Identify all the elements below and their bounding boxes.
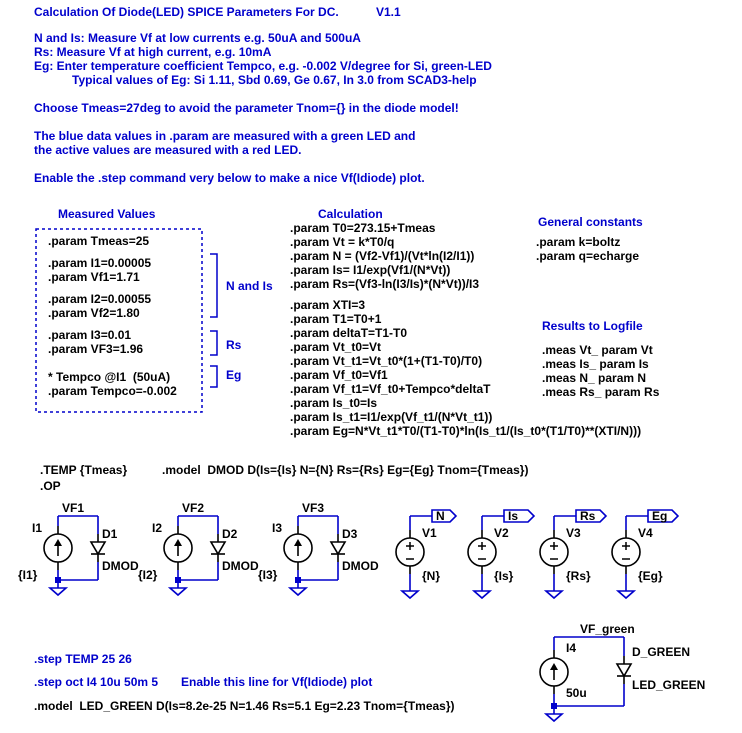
diode-name: D1 [102,527,118,541]
tempco-comment: * Tempco @I1 (50uA) [48,370,171,384]
brace-n-is [210,254,217,317]
meas-line[interactable]: .meas N_ param N [542,371,647,385]
desc-line: N and Is: Measure Vf at low currents e.g. 50uA and 500uA [34,31,361,45]
param-tempco[interactable]: .param Tempco=-0.002 [48,384,177,398]
calc-line[interactable]: .param Is_t1=I1/exp(Vf_t1/(N*Vt_t1)) [290,410,493,424]
vsrc-name: V2 [494,526,509,540]
calc-line[interactable]: .param T0=273.15+Tmeas [290,221,436,235]
temp-directive[interactable]: .TEMP {Tmeas} [40,463,128,477]
diode-model: DMOD [342,559,379,573]
results-heading: Results to Logfile [542,319,643,333]
desc-line: Typical values of Eg: Si 1.11, Sbd 0.69, Ge 0.67, In 3.0 from SCAD3-help [72,73,477,87]
vsrc-value: {Is} [494,569,514,583]
diode-model: DMOD [222,559,259,573]
calc-line[interactable]: .param Vt = k*T0/q [290,235,395,249]
arrow-up-icon [54,539,62,546]
isrc-value: 50u [566,686,587,700]
ground-icon [170,588,186,595]
calc-line[interactable]: .param Rs=(Vf3-ln(I3/Is)*(N*Vt))/I3 [290,277,480,291]
measured-box [36,229,202,412]
meas-line[interactable]: .meas Is_ param Is [542,357,649,371]
net-flag-label: N [436,509,445,523]
meas-line[interactable]: .meas Vt_ param Vt [542,343,653,357]
vsrc-value: {N} [422,569,441,583]
calc-line[interactable]: .param Vt_t1=Vt_t0*(1+(T1-T0)/T0) [290,354,483,368]
ground-icon [50,588,66,595]
param-i1[interactable]: .param I1=0.00005 [48,256,152,270]
calc-line[interactable]: .param N = (Vf2-Vf1)/(Vt*ln(I2/I1)) [290,249,475,263]
junction-dot [55,577,61,583]
vsrc-value: {Eg} [638,569,663,583]
isrc-value: {I1} [18,568,38,582]
diode-name: D2 [222,527,238,541]
brace-label-rs: Rs [226,338,242,352]
net-label: VF1 [62,501,85,515]
junction-dot [551,703,557,709]
led-note: The blue data values in .param are measured with a green LED and [34,129,416,143]
calc-line[interactable]: .param Vt_t0=Vt [290,340,382,354]
ground-icon [402,591,418,598]
voltage-source-cell [612,509,678,598]
brace-rs [210,331,217,355]
diode-model: DMOD [102,559,139,573]
green-led-cell [540,622,705,721]
calculation-heading: Calculation [318,207,383,221]
net-label: VF_green [580,622,635,636]
voltage-source-cell [396,509,456,598]
meas-line[interactable]: .meas Rs_ param Rs [542,385,660,399]
ground-icon [546,714,562,721]
calc-line[interactable]: .param Vf_t1=Vf_t0+Tempco*deltaT [290,382,491,396]
led-note: the active values are measured with a red LED. [34,143,302,157]
junction-dot [295,577,301,583]
step-temp[interactable]: .step TEMP 25 26 [34,652,132,666]
calc-line[interactable]: .param XTI=3 [290,298,366,312]
junction-dot [175,577,181,583]
param-i2[interactable]: .param I2=0.00055 [48,292,152,306]
model-directive[interactable]: .model DMOD D(Is={Is} N={N} Rs={Rs} Eg={Eg} Tnom={Tmeas}) [162,463,529,477]
net-flag-label: Is [508,509,519,523]
isrc-value: {I3} [258,568,278,582]
page-title: Calculation Of Diode(LED) SPICE Parameters For DC. [34,5,339,19]
step-oct-comment: Enable this line for Vf(Idiode) plot [181,675,373,689]
isrc-value: {I2} [138,568,158,582]
diode-cell [18,501,139,595]
brace-label-n-is: N and Is [226,279,273,293]
vsrc-name: V4 [638,526,653,540]
voltage-source-cell [468,509,534,598]
arrow-up-icon [294,539,302,546]
calc-line[interactable]: .param Eg=N*Vt_t1*T0/(T1-T0)*ln(Is_t1/(Is_t0*(T1/T0)**(XTI/N))) [290,424,642,438]
param-tmeas[interactable]: .param Tmeas=25 [48,234,150,248]
calc-line[interactable]: .param T1=T0+1 [290,312,382,326]
isrc-name: I2 [152,521,163,535]
param-i3[interactable]: .param I3=0.01 [48,328,132,342]
constants-heading: General constants [538,215,643,229]
desc-line: Rs: Measure Vf at high current, e.g. 10mA [34,45,272,59]
model-green[interactable]: .model LED_GREEN D(Is=8.2e-25 N=1.46 Rs=5.1 Eg=2.23 Tnom={Tmeas}) [34,699,455,713]
param-vf2[interactable]: .param Vf2=1.80 [48,306,140,320]
diode-icon[interactable] [617,656,631,684]
desc-line: Eg: Enter temperature coefficient Tempco, e.g. -0.002 V/degree for Si, green-LED [34,59,492,73]
step-note: Enable the .step command very below to make a nice Vf(Idiode) plot. [34,171,425,185]
ground-icon [546,591,562,598]
calc-line[interactable]: .param Vf_t0=Vf1 [290,368,388,382]
param-k[interactable]: .param k=boltz [536,235,621,249]
measured-heading: Measured Values [58,207,156,221]
diode-name: D_GREEN [632,645,691,659]
ground-icon [290,588,306,595]
arrow-up-icon [174,539,182,546]
isrc-name: I4 [566,641,577,655]
net-flag-label: Eg [652,509,668,523]
calc-line[interactable]: .param Is= I1/exp(Vf1/(N*Vt)) [290,263,451,277]
diode-model: LED_GREEN [632,678,706,692]
op-directive[interactable]: .OP [40,479,61,493]
diode-name: D3 [342,527,358,541]
diode-cell [138,501,259,595]
net-label: VF2 [182,501,205,515]
brace-eg [210,366,217,387]
net-label: VF3 [302,501,325,515]
version-label: V1.1 [376,5,401,19]
diode-cell [258,501,379,595]
param-vf3[interactable]: .param VF3=1.96 [48,342,144,356]
isrc-name: I3 [272,521,283,535]
param-q[interactable]: .param q=echarge [536,249,640,263]
step-oct[interactable]: .step oct I4 10u 50m 5 [34,675,159,689]
brace-label-eg: Eg [226,368,242,382]
calc-line[interactable]: .param deltaT=T1-T0 [290,326,408,340]
vsrc-name: V1 [422,526,437,540]
ground-icon [474,591,490,598]
vsrc-value: {Rs} [566,569,591,583]
isrc-name: I1 [32,521,43,535]
vsrc-name: V3 [566,526,581,540]
calc-line[interactable]: .param Is_t0=Is [290,396,378,410]
param-vf1[interactable]: .param Vf1=1.71 [48,270,140,284]
net-flag-label: Rs [580,509,596,523]
voltage-source-cell [540,509,606,598]
arrow-up-icon [550,663,558,670]
ground-icon [618,591,634,598]
tmeas-note: Choose Tmeas=27deg to avoid the parameter Tnom={} in the diode model! [34,101,459,115]
